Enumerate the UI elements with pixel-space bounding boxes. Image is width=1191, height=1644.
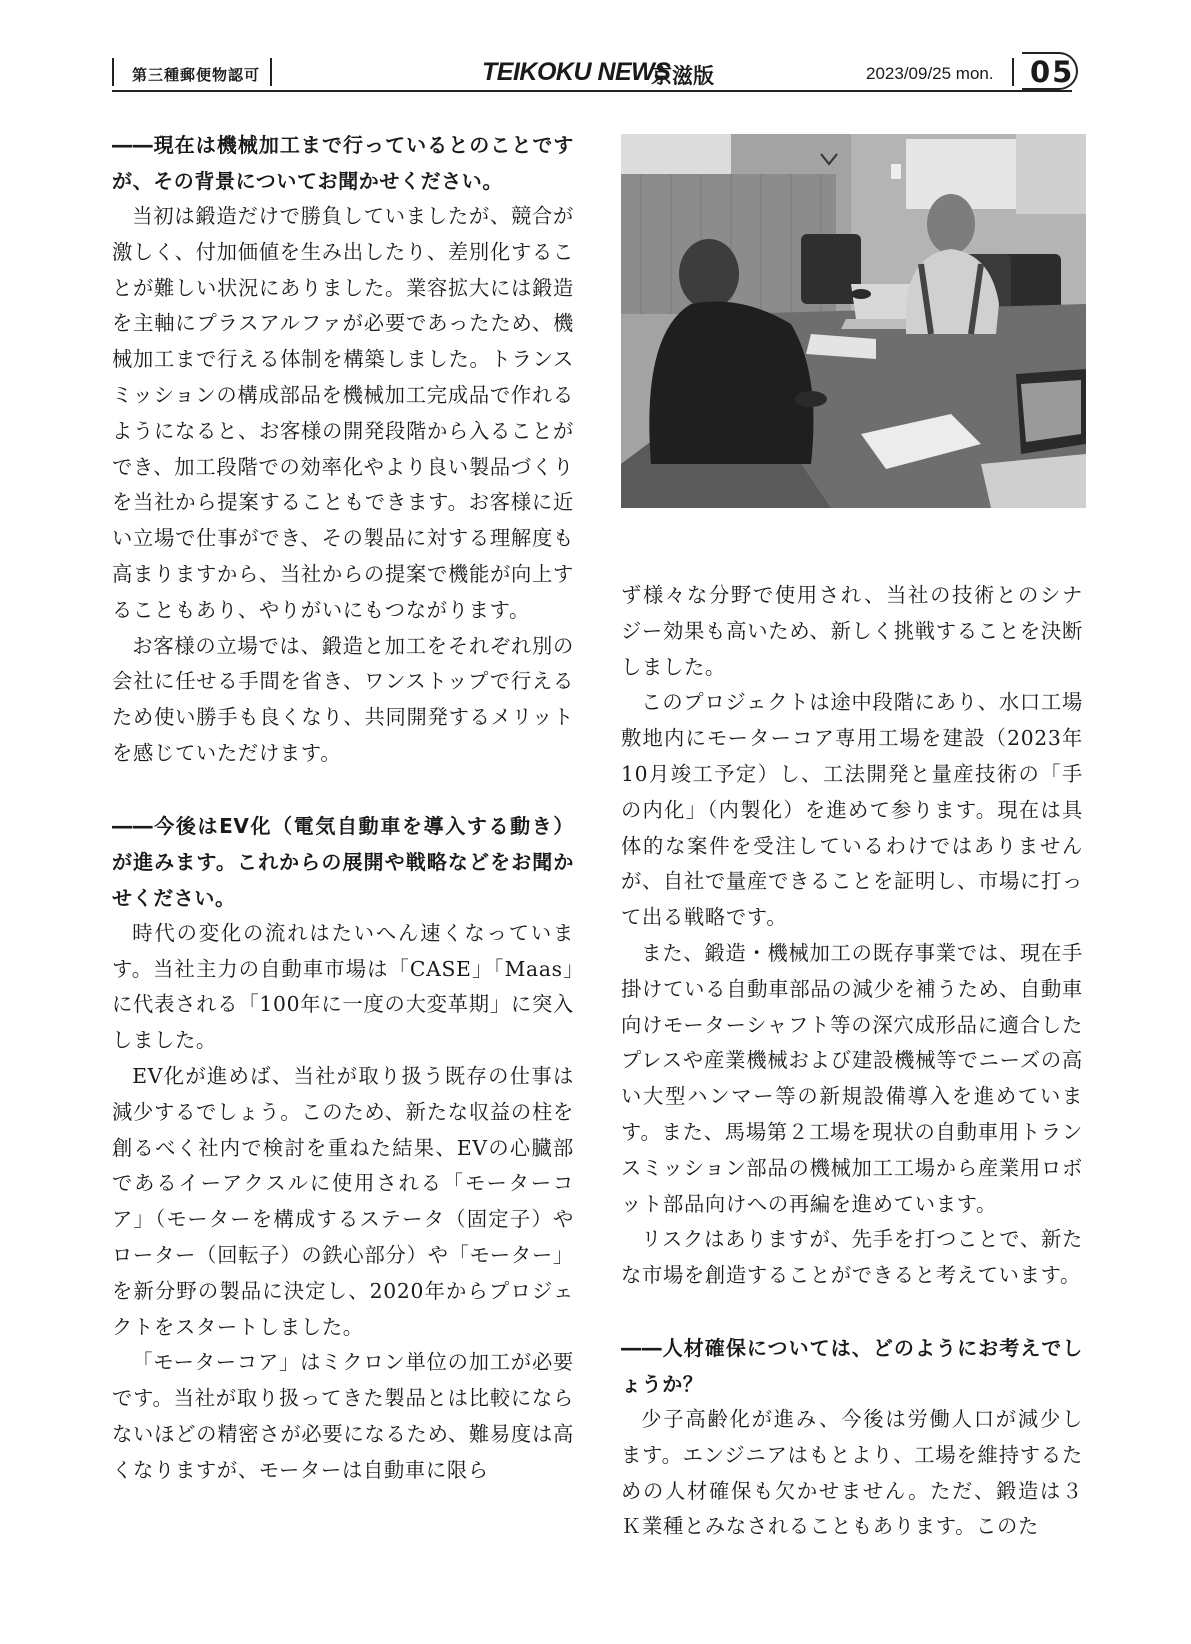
answer-paragraph: 「モーターコア」はミクロン単位の加工が必要です。当社が取り扱ってきた製品とは比較にならないほどの精密さが必要になるため、難易度は高くなりますが、モーターは自動車に限ら	[112, 1350, 574, 1482]
header-divider	[270, 58, 272, 86]
answer-paragraph: リスクはありますが、先手を打つことで、新たな市場を創造することができると考えています。	[621, 1227, 1083, 1288]
page-header	[0, 0, 1191, 110]
interview-photo-illustration	[621, 134, 1086, 508]
right-column	[621, 578, 1083, 1545]
answer-paragraph: お客様の立場では、鍛造と加工をそれぞれ別の会社に任せる手間を省き、ワンストップで行えるため使い勝手も良くなり、共同開発するメリットを感じていただけます。	[112, 633, 574, 765]
answer-paragraph: また、鍛造・機械加工の既存事業では、現在手掛けている自動車部品の減少を補うため、自動車向けモーターシャフト等の深穴成形品に適合したプレスや産業機械および建設機械等でニーズの高い大型ハンマー等の新規設備導入を進めています。また、馬場第２工場を現状の自動車用トランスミッション部品の機械加工工場から産業用ロボット部品向けへの再編を進めています。	[621, 940, 1083, 1216]
edition-label: 京滋版	[651, 64, 714, 88]
question-heading: ――今後はEV化（電気自動車を導入する動き）が進みます。これからの展開や戦略などをお聞かせください。	[112, 813, 574, 910]
left-column	[112, 127, 574, 1489]
postal-permit: 第三種郵便物認可	[132, 66, 261, 84]
header-divider	[112, 58, 114, 86]
header-divider	[1012, 58, 1014, 86]
answer-paragraph: ず様々な分野で使用され、当社の技術とのシナジー効果も高いため、新しく挑戦することを決断しました。	[621, 583, 1083, 679]
page-number: 05	[1030, 55, 1075, 89]
answer-paragraph: 少子高齢化が進み、今後は労働人口が減少します。エンジニアはもとより、工場を維持するための人材確保も欠かせません。ただ、鍛造は３Ｋ業種とみなされることもあります。このた	[621, 1406, 1083, 1539]
answer-paragraph: このプロジェクトは途中段階にあり、水口工場敷地内にモーターコア専用工場を建設（2023年10月竣工予定）し、工法開発と量産技術の「手の内化」（内製化）を進めて参ります。現在は具体的な案件を受注しているわけではありませんが、自社で量産できることを証明し、市場に打って出る戦略です。	[621, 690, 1083, 930]
interview-photo	[621, 134, 1086, 508]
question-heading: ――現在は機械加工まで行っているとのことですが、その背景についてお聞かせください。	[112, 133, 574, 193]
newspaper-brand: TEIKOKU NEWS	[482, 58, 671, 86]
answer-paragraph: 時代の変化の流れはたいへん速くなっています。当社主力の自動車市場は「CASE」「Maas」に代表される「100年に一度の大変革期」に突入しました。	[112, 920, 574, 1053]
issue-date: 2023/09/25 mon.	[866, 64, 994, 83]
answer-paragraph: 当初は鍛造だけで勝負していましたが、競合が激しく、付加価値を生み出したり、差別化することが難しい状況にありました。業容拡大には鍛造を主軸にプラスアルファが必要であったため、機械加工まで行える体制を構築しました。トランスミッションの構成部品を機械加工完成品で作れるようになると、お客様の開発段階から入ることができ、加工段階での効率化やより良い製品づくりを当社から提案することもできます。お客様に近い立場で仕事ができ、その製品に対する理解度も高まりますから、当社からの提案で機能が向上することもあり、やりがいにもつながります。	[112, 204, 574, 622]
question-heading: ――人材確保については、どのようにお考えでしょうか？	[621, 1335, 1083, 1396]
header-rule	[112, 90, 1072, 92]
answer-paragraph: EV化が進めば、当社が取り扱う既存の仕事は減少するでしょう。このため、新たな収益の柱を創るべく社内で検討を重ねた結果、EVの心臓部であるイーアクスルに使用される「モーターコア」（モーターを構成するステータ（固定子）やローター（回転子）の鉄心部分）や「モーター」を新分野の製品に決定し、2020年からプロジェクトをスタートしました。	[112, 1063, 574, 1339]
